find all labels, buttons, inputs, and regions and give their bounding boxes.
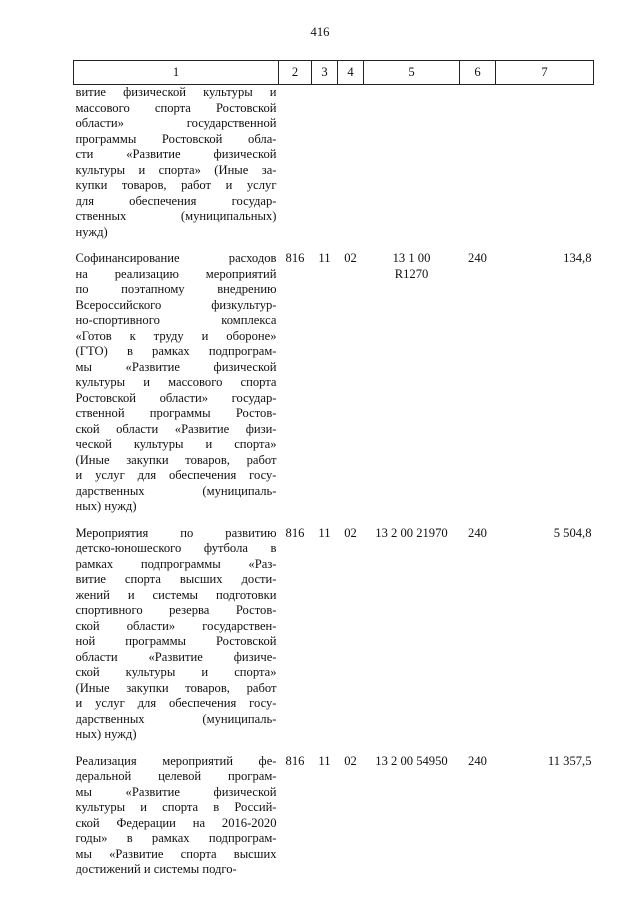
table-row: [74, 240, 594, 515]
description-line: ной программы Ростовской: [75, 634, 277, 648]
cell-code-4: [338, 85, 364, 241]
column-header-7: 7: [496, 61, 594, 85]
cell-code-2: 816: [285, 251, 305, 265]
cell-code-4: 02: [344, 251, 357, 265]
cell-code-3: [312, 85, 338, 241]
description-line: мы «Развитие физической: [75, 359, 277, 374]
description-line: купки товаров, работ и услуг: [75, 178, 277, 192]
description-line: культуры и массового спорта: [75, 375, 277, 389]
table-body: [74, 85, 594, 878]
table-header-row: [74, 61, 594, 85]
page-number: 416: [310, 25, 330, 39]
code-line: 13 2 00 54950: [375, 753, 448, 768]
description-line: ской области» государствен-: [75, 618, 277, 633]
description-line: области «Развитие физиче-: [75, 649, 277, 664]
description-line: (ГТО) в рамках подпрограм-: [75, 344, 277, 358]
description-line: ственной программы Ростов-: [75, 406, 277, 420]
code-line: R1270: [394, 266, 429, 281]
description-line: ской Федерации на 2016-2020: [75, 815, 277, 830]
row-description: [74, 240, 279, 515]
description-line: годы» в рамках подпрограм-: [75, 831, 277, 845]
description-line: (Иные закупки товаров, работ: [75, 452, 277, 467]
description-line: и услуг для обеспечения госу-: [75, 696, 277, 710]
cell-code-5: [364, 85, 460, 241]
cell-code-6: 240: [468, 525, 487, 540]
description-line: достижений и системы подго-: [75, 862, 237, 876]
description-line: ческой культуры и спорта»: [75, 437, 277, 451]
description-line: спортивного резерва Ростов-: [75, 603, 277, 617]
cell-amount: 134,8: [563, 251, 592, 265]
description-line: Реализация мероприятий фе-: [75, 753, 277, 768]
description-line: «Готов к труду и обороне»: [75, 328, 277, 343]
description-line: на реализацию мероприятий: [75, 266, 277, 281]
description-line: Софинансирование расходов: [75, 251, 277, 265]
description-line: но-спортивного комплекса: [75, 313, 277, 327]
cell-code-5: [364, 743, 460, 878]
description-line: жений и системы подготовки: [75, 587, 277, 602]
description-line: сти «Развитие физической: [75, 147, 277, 161]
description-line: Всероссийского физкультур-: [75, 297, 277, 312]
cell-code-3: 11: [318, 753, 331, 768]
cell-code-4: 02: [344, 753, 357, 768]
description-line: дарственных (муниципаль-: [75, 483, 277, 498]
description-line: ных) нужд): [75, 499, 137, 513]
row-description: [74, 85, 279, 241]
description-line: деральной целевой програм-: [75, 769, 277, 783]
description-line: по поэтапному внедрению: [75, 282, 277, 296]
description-line: (Иные закупки товаров, работ: [75, 680, 277, 695]
column-header-2: 2: [279, 61, 312, 85]
description-line: ственных (муниципальных): [75, 209, 277, 223]
code-line: 13 1 00: [392, 251, 431, 265]
description-line: мы «Развитие спорта высших: [75, 846, 277, 861]
row-description: [74, 515, 279, 743]
column-header-6: 6: [460, 61, 496, 85]
description-line: ных) нужд): [75, 727, 137, 741]
cell-code-2: [279, 85, 312, 241]
column-header-1: 1: [74, 61, 279, 85]
row-description: [74, 743, 279, 878]
description-line: витие физической культуры и: [75, 85, 277, 99]
cell-code-4: 02: [344, 525, 357, 540]
table-row: [74, 743, 594, 878]
cell-code-3: 11: [318, 525, 331, 540]
cell-amount: 5 504,8: [553, 525, 592, 540]
description-line: ской области «Развитие физи-: [75, 421, 277, 436]
description-line: детско-юношеского футбола в: [75, 541, 277, 555]
description-line: мы «Развитие физической: [75, 784, 277, 799]
code-line: 13 2 00 21970: [375, 525, 448, 540]
budget-table: [73, 60, 594, 878]
column-header-3: 3: [312, 61, 338, 85]
description-line: для обеспечения государ-: [75, 193, 277, 208]
cell-amount: [496, 85, 594, 241]
cell-amount: 11 357,5: [547, 753, 592, 768]
description-line: программы Ростовской обла-: [75, 131, 277, 146]
description-line: рамках подпрограммы «Раз-: [75, 556, 277, 571]
description-line: витие спорта высших дости-: [75, 572, 277, 586]
description-line: массового спорта Ростовской: [75, 100, 277, 115]
column-header-4: 4: [338, 61, 364, 85]
cell-code-2: 816: [285, 525, 305, 540]
cell-code-5: [364, 240, 460, 515]
table-row: [74, 85, 594, 241]
cell-code-6: 240: [468, 251, 487, 265]
cell-code-6: 240: [468, 753, 487, 768]
cell-code-5: [364, 515, 460, 743]
cell-code-6: [460, 85, 496, 241]
description-line: культуры и спорта» (Иные за-: [75, 162, 277, 177]
column-header-5: 5: [364, 61, 460, 85]
description-line: Ростовской области» государ-: [75, 390, 277, 405]
description-line: дарственных (муниципаль-: [75, 711, 277, 726]
description-line: и услуг для обеспечения госу-: [75, 468, 277, 482]
description-line: области» государственной: [75, 116, 277, 130]
description-line: нужд): [75, 224, 108, 239]
cell-code-3: 11: [318, 251, 331, 265]
table-row: [74, 515, 594, 743]
cell-code-2: 816: [285, 753, 305, 768]
description-line: Мероприятия по развитию: [75, 525, 277, 540]
description-line: ской культуры и спорта»: [75, 665, 277, 679]
description-line: культуры и спорта в Россий-: [75, 800, 277, 814]
